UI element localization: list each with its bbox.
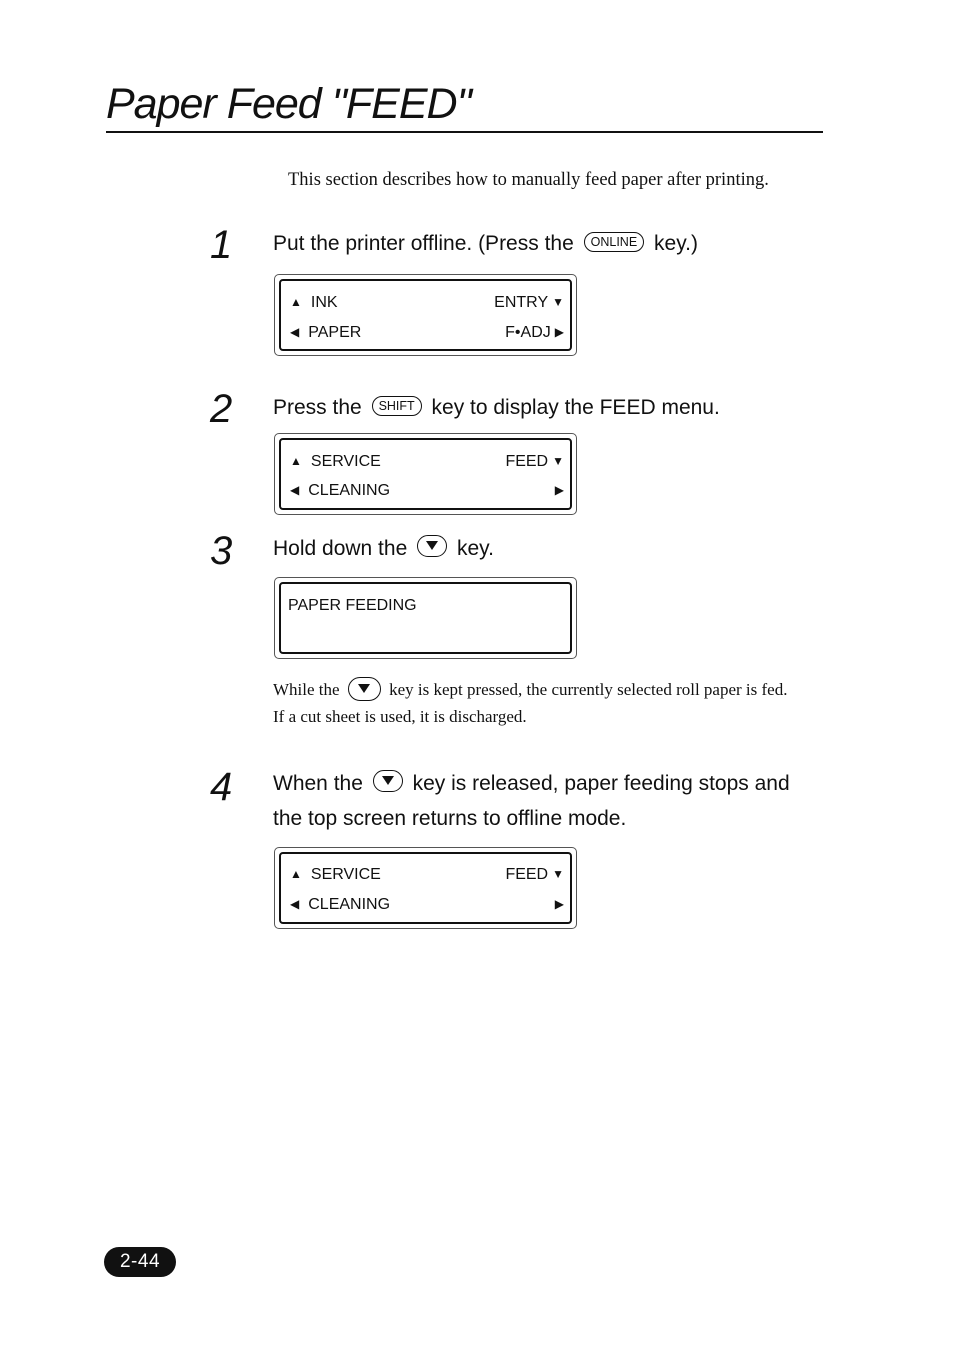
right-arrow-icon: ▶	[554, 325, 564, 339]
note-line1-before: While the	[273, 680, 340, 699]
lcd-row2-left: CLEANING	[308, 482, 391, 499]
down-key-icon	[348, 677, 381, 701]
lcd-row1-left: PAPER FEEDING	[288, 597, 417, 614]
right-arrow-icon: ▶	[554, 483, 564, 497]
left-arrow-icon: ◀	[290, 897, 300, 911]
page-title: Paper Feed "FEED"	[106, 80, 471, 128]
page-number-badge: 2-44	[104, 1247, 176, 1277]
step-2-text-after: key to display the FEED menu.	[431, 396, 720, 419]
lcd-row2-left: PAPER	[308, 324, 362, 341]
lcd-display-step-4	[274, 847, 577, 929]
right-arrow-icon: ▶	[554, 897, 564, 911]
step-2-text	[273, 390, 720, 425]
step-1-text	[273, 226, 698, 261]
lcd-row-1	[290, 865, 564, 885]
lcd-display-step-2	[274, 433, 577, 515]
step-3-note	[273, 676, 787, 730]
intro-text: This section describes how to manually feed paper after printing.	[288, 170, 769, 190]
step-1-text-after: key.)	[654, 232, 698, 255]
up-arrow-icon: ▲	[290, 454, 302, 468]
left-arrow-icon: ◀	[290, 325, 300, 339]
lcd-row1-left: SERVICE	[310, 453, 381, 470]
lcd-row-1	[288, 596, 564, 616]
step-4-text-after: key is released, paper feeding stops and	[412, 772, 790, 795]
lcd-row-2	[290, 895, 564, 915]
step-3-text-after: key.	[456, 537, 494, 560]
lcd-row1-left: INK	[310, 294, 338, 311]
lcd-row2-right: F•ADJ	[505, 324, 551, 341]
step-4-text-line-2: the top screen returns to offline mode.	[273, 807, 627, 830]
title-rule	[106, 131, 823, 133]
lcd-screen	[279, 438, 572, 510]
lcd-row1-right: FEED	[505, 453, 549, 470]
step-4-text	[273, 766, 790, 801]
down-key-icon	[417, 535, 447, 557]
lcd-display-step-1	[274, 274, 577, 356]
online-key-icon: ONLINE	[584, 232, 645, 252]
lcd-row-2	[290, 481, 564, 501]
down-arrow-icon: ▼	[552, 454, 564, 468]
step-2-number: 2	[210, 387, 233, 431]
step-4-number: 4	[210, 765, 233, 809]
lcd-row-1	[290, 293, 564, 313]
step-3-number: 3	[210, 529, 233, 573]
lcd-row1-right: ENTRY	[494, 294, 549, 311]
lcd-row-1	[290, 452, 564, 472]
step-3-text-before: Hold down the	[273, 537, 408, 560]
step-3-text	[273, 531, 494, 566]
lcd-screen	[279, 582, 572, 654]
note-line1-after: key is kept pressed, the currently selected roll paper is fed.	[389, 680, 788, 699]
lcd-row2-left: CLEANING	[308, 896, 391, 913]
note-line-2: If a cut sheet is used, it is discharged.	[273, 707, 527, 727]
lcd-screen	[279, 279, 572, 351]
up-arrow-icon: ▲	[290, 867, 302, 881]
lcd-row-2	[290, 323, 564, 343]
lcd-row1-left: SERVICE	[310, 866, 381, 883]
up-arrow-icon: ▲	[290, 295, 302, 309]
down-arrow-icon: ▼	[552, 295, 564, 309]
shift-key-icon: SHIFT	[372, 396, 422, 416]
left-arrow-icon: ◀	[290, 483, 300, 497]
down-key-icon	[373, 770, 403, 792]
lcd-screen	[279, 852, 572, 924]
step-1-text-before: Put the printer offline. (Press the	[273, 232, 574, 255]
lcd-row1-right: FEED	[505, 866, 549, 883]
step-2-text-before: Press the	[273, 396, 362, 419]
step-1-number: 1	[210, 223, 233, 267]
step-4-text-before: When the	[273, 772, 363, 795]
down-arrow-icon: ▼	[552, 867, 564, 881]
lcd-display-step-3	[274, 577, 577, 659]
note-line-1	[273, 676, 787, 703]
